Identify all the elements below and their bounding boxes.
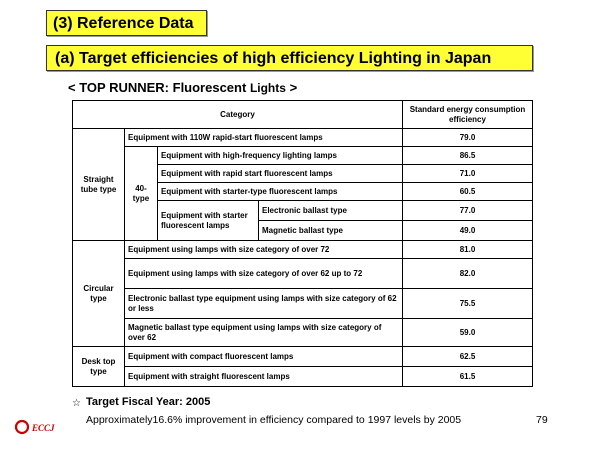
group-circular: Circular type bbox=[73, 241, 125, 347]
row-value: 81.0 bbox=[403, 241, 533, 259]
row-value: 60.5 bbox=[403, 183, 533, 201]
row-value: 62.5 bbox=[403, 347, 533, 367]
row-value: 61.5 bbox=[403, 367, 533, 387]
row-label: Equipment with straight fluorescent lamps bbox=[125, 367, 403, 387]
row-label: Equipment with rapid start fluorescent lamps bbox=[158, 165, 403, 183]
row-label: Electronic ballast type equipment using lamps with size category of 62 or less bbox=[125, 289, 403, 319]
logo-ring-icon bbox=[16, 421, 28, 433]
row-label: Equipment using lamps with size category of over 72 bbox=[125, 241, 403, 259]
row-value: 86.5 bbox=[403, 147, 533, 165]
subheading-small: Lights bbox=[249, 81, 286, 95]
header-value: Standard energy consumption efficiency bbox=[403, 101, 533, 129]
row-label: Equipment with starter-type fluorescent lamps bbox=[158, 183, 403, 201]
row-value: 82.0 bbox=[403, 259, 533, 289]
row-value: 49.0 bbox=[403, 221, 533, 241]
footer-note: Approximately16.6% improvement in efficiency compared to 1997 levels by 2005 bbox=[86, 414, 462, 426]
subheading-suffix: > bbox=[289, 80, 298, 95]
row-value: 79.0 bbox=[403, 129, 533, 147]
group-40-type: 40-type bbox=[125, 147, 158, 241]
row-label: Equipment with 110W rapid-start fluorescent lamps bbox=[125, 129, 403, 147]
row-value: 71.0 bbox=[403, 165, 533, 183]
row-label: Magnetic ballast type bbox=[259, 221, 403, 241]
group-straight-tube: Straight tube type bbox=[73, 129, 125, 241]
group-desk-top: Desk top type bbox=[73, 347, 125, 387]
efficiency-table bbox=[72, 100, 533, 387]
target-fiscal-year: Target Fiscal Year: 2005 bbox=[86, 396, 211, 408]
row-value: 75.5 bbox=[403, 289, 533, 319]
row-value: 77.0 bbox=[403, 201, 533, 221]
section-title: (3) Reference Data bbox=[46, 10, 207, 36]
star-icon: ☆ bbox=[72, 398, 81, 409]
row-label: Equipment using lamps with size category of over 62 up to 72 bbox=[125, 259, 403, 289]
row-label: Magnetic ballast type equipment using lamps with size category of over 62 bbox=[125, 319, 403, 347]
group-starter-lamps: Equipment with starter fluorescent lamps bbox=[158, 201, 259, 241]
row-label: Electronic ballast type bbox=[259, 201, 403, 221]
row-label: Equipment with high-frequency lighting lamps bbox=[158, 147, 403, 165]
eccj-logo bbox=[14, 418, 64, 436]
slide-subtitle: (a) Target efficiencies of high efficiency Lighting in Japan bbox=[46, 45, 533, 71]
page-number: 79 bbox=[536, 414, 548, 426]
table-subheading bbox=[68, 80, 297, 95]
row-value: 59.0 bbox=[403, 319, 533, 347]
logo-text: ECCJ bbox=[32, 423, 55, 433]
row-label: Equipment with compact fluorescent lamps bbox=[125, 347, 403, 367]
header-category: Category bbox=[73, 101, 403, 129]
subheading-prefix: < TOP RUNNER: Fluorescent bbox=[68, 80, 247, 95]
